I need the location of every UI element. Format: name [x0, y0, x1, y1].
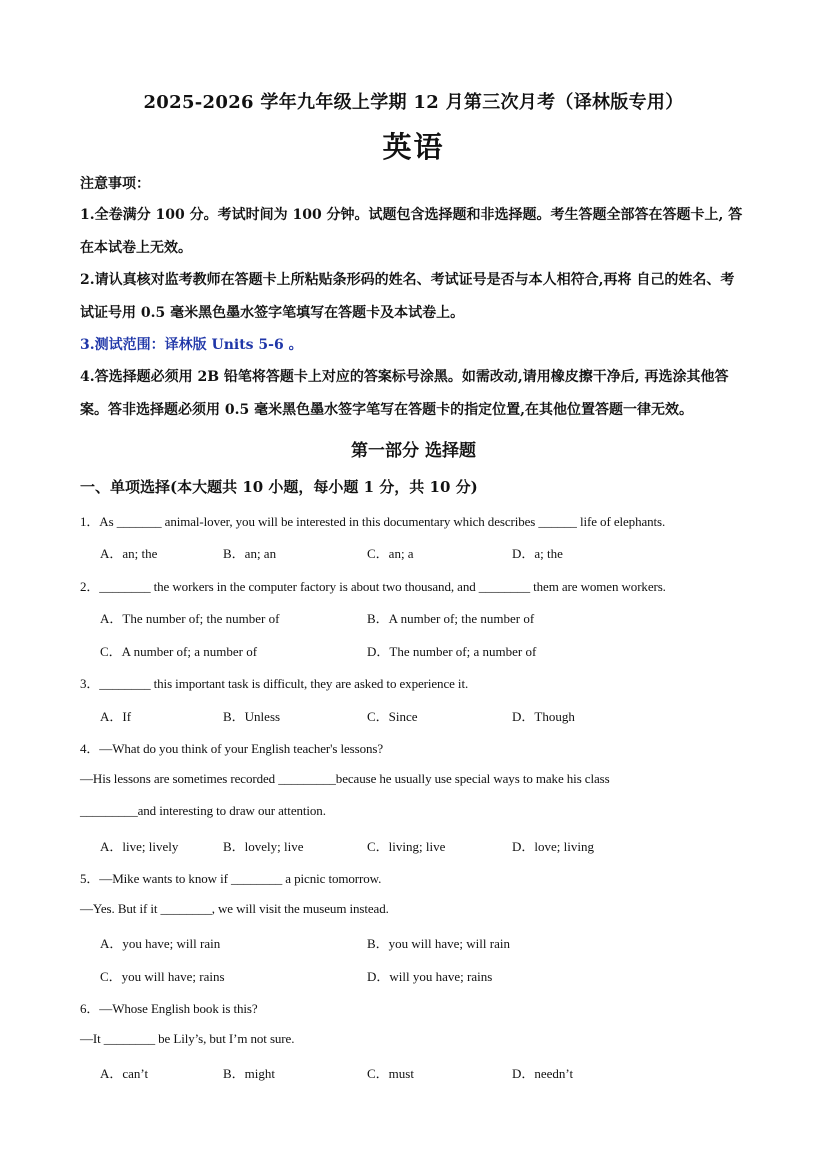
question-2-option-a: A．The number of; the number of [100, 611, 280, 626]
question-5-option-b: B．you will have; will rain [367, 936, 510, 951]
question-1-option-b: B．an; an [223, 546, 277, 561]
question-4-option-b: B．lovely; live [223, 839, 304, 854]
exam-title: 2025-2026 学年九年级上学期 12 月第三次月考（译林版专用） [143, 92, 684, 113]
question-5-option-c: C．you will have; rains [100, 969, 225, 984]
question-6-option-b: B．might [223, 1066, 276, 1081]
notice-item-2: 2.请认真核对监考教师在答题卡上所粘贴条形码的姓名、考试证号是否与本人相符合,再将 自己的姓名、考试证号用 0.5 毫米黑色墨水签字笔填写在答题卡及本试卷上。 [80, 272, 735, 321]
notice-item-3: 3.测试范围：译林版 Units 5-6 。 [80, 337, 303, 353]
question-1-option-a: A．an; the [100, 546, 158, 561]
notice-heading: 注意事项： [80, 176, 150, 192]
question-6-option-a: A．can’t [100, 1066, 149, 1081]
question-5-answer-line: —Yes. But if it ________, we will visit the museum instead. [80, 901, 389, 916]
section-title: 一、单项选择(本大题共 10 小题，每小题 1 分，共 10 分) [80, 478, 478, 496]
notice-item-1: 1.全卷满分 100 分。考试时间为 100 分钟。试题包含选择题和非选择题。考生答题全部答在答题卡上, 答在本试卷上无效。 [80, 207, 743, 256]
question-2-option-c: C．A number of; a number of [100, 644, 258, 659]
subject-title: 英语 [382, 130, 445, 164]
question-4-stem: 4．—What do you think of your English teacher's lessons? [80, 741, 384, 756]
question-4-answer-line-2: _________and interesting to draw our attention. [80, 803, 326, 818]
question-3-option-b: B．Unless [223, 709, 281, 724]
question-1-stem: 1．As _______ animal-lover, you will be interested in this documentary which describes ______ life of elephants. [80, 514, 666, 529]
question-4-option-d: D．love; living [512, 839, 594, 854]
question-3-stem: 3．________ this important task is difficult, they are asked to experience it. [80, 676, 469, 691]
question-4-option-a: A．live; lively [100, 839, 179, 854]
question-1-option-d: D．a; the [512, 546, 563, 561]
question-2-option-d: D．The number of; a number of [367, 644, 537, 659]
question-2-option-b: B．A number of; the number of [367, 611, 535, 626]
question-4-answer-line-1: —His lessons are sometimes recorded _________because he usually use special ways to make his class [80, 771, 610, 786]
question-6-option-d: D．needn’t [512, 1066, 574, 1081]
question-5-option-d: D．will you have; rains [367, 969, 493, 984]
notice-item-4: 4.答选择题必须用 2B 铅笔将答题卡上对应的答案标号涂黑。如需改动,请用橡皮擦干净后, 再选涂其他答案。答非选择题必须用 0.5 毫米黑色墨水签字笔写在答题卡的指定位置,在其他位置答题一律无效。 [80, 369, 729, 418]
part-title: 第一部分 选择题 [351, 441, 476, 461]
question-3-option-d: D．Though [512, 709, 575, 724]
question-6-answer-line: —It ________ be Lily’s, but I’m not sure. [80, 1031, 295, 1046]
question-5-option-a: A．you have; will rain [100, 936, 221, 951]
question-6-stem: 6．—Whose English book is this? [80, 1001, 258, 1016]
question-1-option-c: C．an; a [367, 546, 414, 561]
question-5-stem: 5．—Mike wants to know if ________ a picnic tomorrow. [80, 871, 382, 886]
question-4-option-c: C．living; live [367, 839, 446, 854]
question-3-option-c: C．Since [367, 709, 418, 724]
question-6-option-c: C．must [367, 1066, 414, 1081]
question-3-option-a: A．If [100, 709, 132, 724]
question-2-stem: 2．________ the workers in the computer factory is about two thousand, and ________ them are women workers. [80, 579, 666, 594]
